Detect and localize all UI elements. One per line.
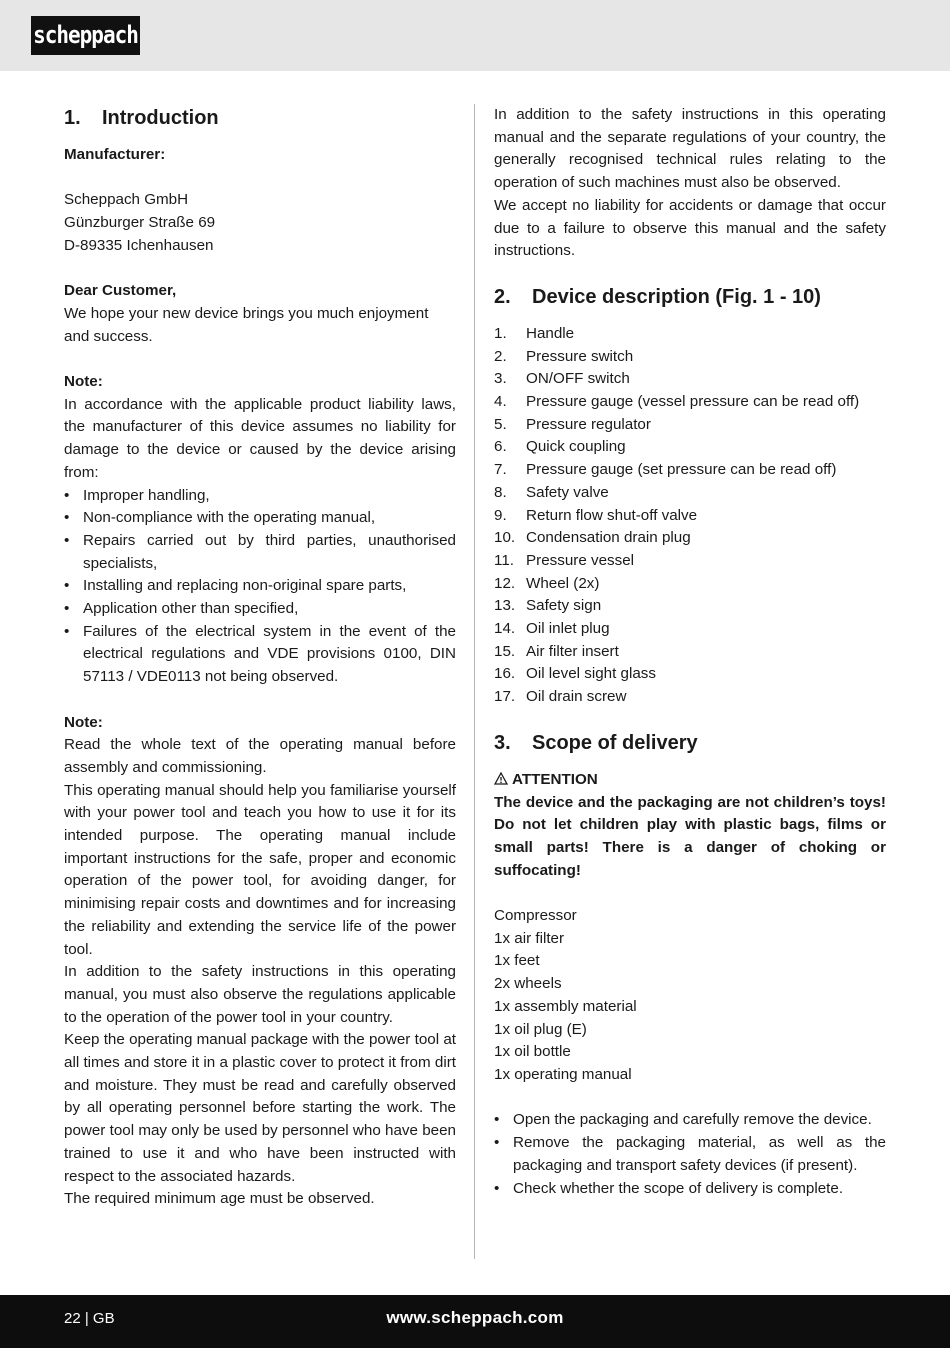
list-item: 13. Safety sign: [494, 597, 602, 615]
list-item: 1x operating manual: [494, 1066, 632, 1083]
paragraph: This operating manual should help you familiarise yourself with your power tool and teach you how to use it for its intended purpose. The operating manual include important instructions for the safe, proper and economic operation of the power tool, for avoiding danger, for minimising repair costs and downtimes and for increasing the reliability and extending the service life of the power tool.: [64, 781, 456, 958]
list-item: 7. Pressure gauge (set pressure can be read off): [494, 461, 837, 479]
list-item: 15. Air filter insert: [494, 642, 619, 660]
list-item: • Check whether the scope of delivery is complete.: [494, 1178, 886, 1201]
list-item: 11. Pressure vessel: [494, 551, 635, 569]
list-item: 8. Safety valve: [494, 483, 609, 501]
list-item: 2. Pressure switch: [494, 347, 634, 365]
list-item: • Improper handling,: [64, 485, 456, 508]
note-label: Note:: [64, 713, 103, 731]
paragraph: We accept no liability for accidents or damage that occur due to a failure to observe this manual and the safety instructions.: [494, 196, 886, 260]
list-item: 4. Pressure gauge (vessel pressure can be read off): [494, 393, 860, 411]
list-item: • Repairs carried out by third parties, unauthorised specialists,: [64, 530, 456, 575]
website-url: www.scheppach.com: [386, 1308, 564, 1327]
list-item: 1x assembly material: [494, 997, 637, 1015]
column-divider: [474, 104, 475, 1259]
list-item: • Non-compliance with the operating manual,: [64, 507, 456, 530]
warning-triangle-icon: [494, 769, 508, 792]
list-item: 10. Condensation drain plug: [494, 529, 691, 547]
page-number: 22 | GB: [64, 1310, 115, 1327]
list-item: 17. Oil drain screw: [494, 688, 627, 706]
dear-customer-text: We hope your new device brings you much enjoyment and success.: [64, 304, 429, 345]
list-item: • Failures of the electrical system in the event of the electrical regulations and VDE provisions 0100, DIN 57113 / VDE0113 not being observed.: [64, 621, 456, 689]
list-item: 1x feet: [494, 952, 540, 970]
list-item: 9. Return flow shut-off valve: [494, 506, 698, 524]
list-item: • Application other than specified,: [64, 598, 456, 621]
manufacturer-label: Manufacturer:: [64, 146, 166, 163]
list-item: Compressor: [494, 907, 577, 925]
right-column: [494, 104, 886, 1200]
device-parts-list: [494, 323, 886, 709]
list-item: 1x air filter: [494, 929, 565, 947]
section-heading-introduction: 1. Introduction: [64, 107, 219, 129]
left-column: [64, 104, 456, 1211]
paragraph: In addition to the safety instructions in this operating manual, you must also observe the regulations applicable to the operation of the power tool in your country.: [64, 963, 456, 1026]
list-item: 12. Wheel (2x): [494, 574, 600, 592]
list-item: 3. ON/OFF switch: [494, 370, 630, 388]
unpacking-steps: [494, 1109, 886, 1200]
list-item: • Open the packaging and carefully remove the device.: [494, 1109, 886, 1132]
list-item: 16. Oil level sight glass: [494, 665, 656, 683]
paragraph: In addition to the safety instructions in this operating manual and the separate regulations of your country, the generally recognised technical rules relating to the operation of such machines must also be observed.: [494, 106, 886, 192]
list-item: 1x oil plug (E): [494, 1020, 587, 1038]
list-item: 2x wheels: [494, 975, 562, 993]
list-item: • Remove the packaging material, as well as the packaging and transport safety devices (if present).: [494, 1132, 886, 1177]
footer-bar: [0, 1295, 950, 1348]
scheppach-logo: scheppach: [31, 16, 140, 55]
note-label: Note:: [64, 372, 103, 390]
list-item: 6. Quick coupling: [494, 438, 626, 456]
list-item: 5. Pressure regulator: [494, 415, 651, 433]
attention-heading: ATTENTION: [494, 769, 886, 792]
note-text: In accordance with the applicable product liability laws, the manufacturer of this device assumes no liability for damage to the device or caused by the device arising from:: [64, 395, 456, 481]
paragraph: Read the whole text of the operating manual before assembly and commissioning.: [64, 736, 456, 776]
list-item: • Installing and replacing non-original spare parts,: [64, 575, 456, 598]
list-item: 1x oil bottle: [494, 1043, 571, 1061]
dear-customer: Dear Customer,: [64, 282, 177, 300]
delivery-contents: [494, 905, 886, 1087]
list-item: 14. Oil inlet plug: [494, 620, 610, 638]
section-heading-scope-of-delivery: 3. Scope of delivery: [494, 731, 698, 754]
section-heading-device-description: 2. Device description (Fig. 1 - 10): [494, 285, 821, 308]
paragraph: The required minimum age must be observed.: [64, 1190, 375, 1208]
list-item: 1. Handle: [494, 324, 575, 342]
manufacturer-address: Scheppach GmbH Günzburger Straße 69 D-89335 Ichenhausen: [64, 191, 216, 254]
header-band: [0, 0, 950, 71]
attention-text: The device and the packaging are not children’s toys! Do not let children play with plastic bags, films or small parts! There is a danger of choking or suffocating!: [494, 793, 886, 879]
liability-list: [64, 485, 456, 689]
paragraph: Keep the operating manual package with the power tool at all times and store it in a plastic cover to protect it from dirt and moisture. They must be read and carefully observed by all operating personnel before starting the work. The power tool may only be used by personnel who have been trained to use it and who have been instructed with respect to the associated hazards.: [64, 1031, 456, 1185]
